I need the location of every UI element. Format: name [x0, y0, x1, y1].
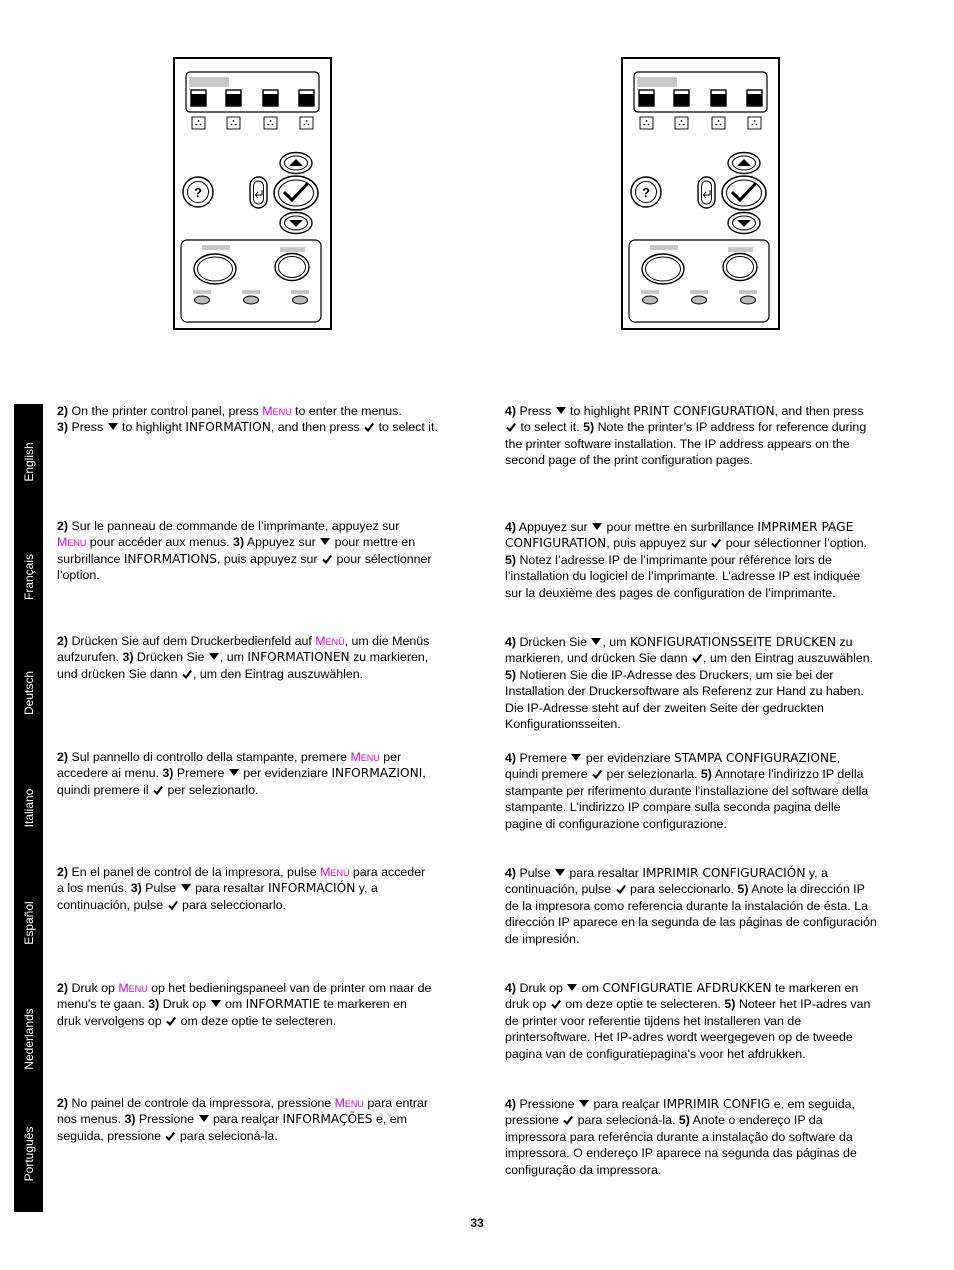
instruction-text: Sur le panneau de commande de l’imprimante, appuyez sur [68, 519, 400, 533]
display-highlight [189, 77, 229, 87]
instruction-text: , and then press [774, 404, 864, 418]
step-number: 5) [505, 667, 517, 682]
menu-key-label: Menu [350, 750, 380, 764]
toner-icon [748, 117, 761, 129]
instruction-text: om [578, 981, 603, 995]
instruction-text: Press [68, 420, 107, 435]
instruction-text: , and then press [270, 420, 364, 435]
checkmark-icon [506, 422, 516, 432]
instruction-text: Installation der Druckersoftware als Referenz zur Hand zu haben. [505, 684, 864, 699]
instruction-text: printersoftware. Het IP-adres wordt weergegeven op de tweede [505, 1030, 853, 1045]
checkmark-icon [153, 785, 163, 795]
instruction-text: und drücken Sie dann [57, 666, 181, 681]
language-tab-label: Português [21, 1126, 36, 1182]
instruction-steps-2-3 [57, 864, 457, 913]
step-number: 3) [122, 650, 134, 665]
down-arrow-icon [555, 869, 565, 876]
step-number: 3) [148, 997, 160, 1012]
toner-icon [675, 117, 688, 129]
instruction-text: Die IP-Adresse steht auf der zweiten Seite der gedruckten [505, 700, 824, 715]
step-number: 2) [57, 981, 69, 995]
instruction-steps-4-5 [505, 750, 900, 832]
led-label-placeholder [690, 290, 708, 294]
instruction-text: Druk op [516, 981, 567, 995]
step-number: 2) [57, 634, 69, 648]
step-number: 4) [505, 1097, 517, 1111]
down-arrow-icon [567, 984, 577, 991]
checkmark-icon [165, 1131, 175, 1141]
help-symbol: ? [194, 185, 202, 200]
help-symbol: ? [642, 185, 650, 200]
step-number: 5) [505, 552, 517, 567]
down-arrow-icon [209, 653, 219, 660]
instruction-text: om [221, 997, 246, 1012]
status-light [643, 296, 658, 304]
instruction-text: pour sélectionner [333, 551, 432, 566]
instruction-text: continuación, pulse [505, 882, 615, 897]
led-label-placeholder [739, 290, 757, 294]
instruction-text: configuração da impressora. [505, 1162, 662, 1177]
supply-gauge-fill [226, 94, 241, 106]
instruction-text: om deze optie te selecteren. [561, 997, 725, 1012]
instruction-text: to enter the menus. [291, 404, 402, 418]
instruction-text: dirección IP aparece en la segunda de las páginas de configuración [505, 915, 877, 930]
instruction-text: Notieren Sie die IP-Adresse des Druckers, um sie bei der [516, 667, 834, 682]
instruction-text: , um den Eintrag auszuwählen. [702, 651, 874, 666]
supply-gauge-fill [299, 94, 314, 106]
status-light [741, 296, 756, 304]
instruction-text: op het bedieningspaneel van de printer om naar de [147, 981, 432, 995]
instruction-text: y, a [805, 866, 828, 880]
step-number: 2) [57, 865, 69, 879]
instruction-text: de la impresora como referencia durante la instalación de ésta. La [505, 898, 868, 913]
instruction-steps-2-3 [57, 633, 457, 682]
instruction-text: the printer software installation. The IP address appears on the [505, 436, 850, 451]
language-tab [14, 865, 43, 981]
instruction-text: para resaltar [565, 866, 643, 880]
instruction-text: zu [835, 635, 853, 649]
instruction-text: te markeren en [771, 981, 859, 995]
instruction-text: pressione [505, 1113, 563, 1128]
instruction-text: Druk op [159, 997, 210, 1012]
instruction-text: Appuyez sur [516, 520, 592, 534]
language-sidebar [14, 404, 43, 1212]
down-arrow-icon [579, 1100, 589, 1107]
status-light [692, 296, 707, 304]
instruction-text: para selecioná-la. [574, 1113, 679, 1128]
instruction-steps-4-5 [505, 980, 900, 1062]
printer-control-panel [623, 59, 778, 328]
status-light [244, 296, 259, 304]
toner-icon [264, 117, 277, 129]
instruction-text: Annotare l'indirizzo IP della [711, 767, 864, 782]
menu-item-label: IMPRIMIR CONFIG [663, 1097, 771, 1111]
instruction-text: para acceder [349, 865, 426, 879]
instruction-text: quindi premere [505, 767, 592, 782]
language-tab [14, 519, 43, 635]
checkmark-icon [616, 884, 626, 894]
instruction-text: Pressione [516, 1097, 579, 1111]
toner-icon [712, 117, 725, 129]
instruction-text: druk op [505, 997, 550, 1012]
language-tab [14, 1096, 43, 1212]
step-number: 5) [700, 767, 712, 782]
instruction-text: pour accéder aux menus. [86, 535, 234, 550]
instruction-text: e, em [372, 1112, 407, 1127]
instruction-text: para realçar [209, 1112, 283, 1127]
down-arrow-icon [211, 1000, 221, 1007]
step-number: 2) [57, 519, 69, 533]
step-number: 5) [678, 1113, 690, 1128]
step-number: 5) [724, 997, 736, 1012]
supply-gauge-fill [674, 94, 689, 106]
language-tab-label: Français [21, 553, 36, 601]
instruction-text: stampante per riferimento durante l'installazione del software della [505, 783, 869, 798]
step-number: 4) [505, 751, 517, 765]
instruction-text: per evidenziare [582, 751, 675, 765]
instruction-text: No painel de controle da impressora, pressione [68, 1096, 335, 1110]
page-number: 33 [470, 1216, 484, 1230]
language-tab-label: Español [21, 901, 36, 945]
instruction-text: y, a [355, 881, 378, 896]
instruction-text: para resaltar [191, 881, 269, 896]
checkmark-icon [182, 669, 192, 679]
instruction-text: , puis appuyez sur [217, 551, 322, 566]
step-number: 2) [57, 1096, 69, 1110]
instruction-text: Sul pannello di controllo della stampante, premere [68, 750, 351, 764]
instruction-text: para seleccionarlo. [178, 897, 286, 912]
menu-item-label: INFORMAÇÕES [282, 1112, 373, 1127]
instruction-text: aufzurufen. [57, 650, 123, 665]
instruction-text: Premere [516, 751, 571, 765]
instruction-steps-2-3 [57, 403, 457, 436]
step-number: 3) [57, 420, 69, 435]
instruction-text: continuación, pulse [57, 897, 167, 912]
instruction-text: pour mettre en [331, 535, 416, 550]
menu-item-label: INFORMAZIONI [331, 766, 423, 781]
instruction-text: Noteer het IP-adres van [735, 997, 871, 1012]
instruction-text: Konfigurationsseiten. [505, 717, 621, 732]
checkmark-icon [592, 769, 602, 779]
step-number: 5) [583, 420, 595, 435]
step-number: 4) [505, 520, 517, 534]
menu-key-label: Menú [320, 865, 350, 879]
button-label-placeholder [728, 247, 753, 252]
instruction-text: , um die Menüs [344, 634, 430, 648]
menu-item-label: INFORMATIE [245, 997, 321, 1012]
instruction-text: om deze optie te selecteren. [177, 1013, 337, 1028]
instruction-text: stampante. L'indirizzo IP compare sulla seconda pagina delle [505, 800, 841, 815]
step-number: 4) [505, 866, 517, 880]
instruction-text: to highlight [566, 404, 634, 418]
language-tab [14, 635, 43, 751]
instruction-text: to highlight [118, 420, 186, 435]
instruction-text: pour sélectionner l’option. [722, 536, 867, 551]
printer-control-panel [175, 59, 330, 328]
menu-item-label: INFORMATION [185, 420, 271, 435]
instruction-text: , um [602, 635, 630, 649]
instruction-text: , [422, 766, 426, 781]
checkmark-icon [563, 1115, 573, 1125]
instruction-text: to select it. [517, 420, 584, 435]
menu-item-label: STAMPA CONFIGURAZIONE [674, 751, 837, 765]
instruction-text: impressora. O endereço IP aparece na segunda das páginas de [505, 1146, 857, 1161]
instruction-text: nos menus. [57, 1112, 125, 1127]
language-tab-label: Italiano [21, 788, 36, 828]
down-arrow-icon [591, 638, 601, 645]
language-tab-label: English [21, 442, 36, 482]
instruction-text: Premere [173, 766, 228, 781]
instruction-text: te markeren en [320, 997, 407, 1012]
supply-gauge-fill [747, 94, 762, 106]
supply-gauge-fill [263, 94, 278, 106]
language-tab [14, 404, 43, 520]
supply-gauge-fill [639, 94, 654, 106]
instruction-text: Druk op [68, 981, 119, 995]
instruction-text: l’installation du logiciel de l’imprimante. L’adresse IP est indiquée [505, 569, 861, 584]
instruction-steps-4-5 [505, 865, 900, 947]
instruction-text: , um den Eintrag auszuwählen. [193, 666, 364, 681]
instruction-text: Anote o endereço IP da [689, 1113, 823, 1128]
step-number: 3) [162, 766, 174, 781]
instruction-text: per selezionarlo. [164, 782, 259, 797]
menu-key-label: Menu [57, 535, 87, 550]
step-number: 3) [124, 1112, 136, 1127]
button-label-placeholder [202, 245, 230, 250]
instruction-text: , [836, 751, 841, 765]
display-highlight [637, 77, 677, 87]
menu-item-label: INFORMATIONEN [247, 650, 350, 665]
menu-item-label: INFORMATIONS [123, 551, 217, 566]
instruction-text: Pulse [141, 881, 180, 896]
menu-key-label: Menü [315, 634, 345, 648]
instruction-steps-4-5 [505, 634, 900, 732]
instruction-steps-2-3 [57, 518, 457, 584]
instruction-steps-2-3 [57, 1095, 457, 1144]
instruction-text: para realçar [590, 1097, 664, 1111]
instruction-text: para selecioná-la. [176, 1128, 278, 1143]
menu-item-label: IMPRIMER PAGE [757, 520, 854, 534]
language-tab [14, 981, 43, 1097]
toner-icon [300, 117, 313, 129]
instruction-steps-4-5 [505, 1096, 900, 1178]
instruction-text: On the printer control panel, press [68, 404, 263, 418]
instruction-text: En el panel de control de la impresora, pulse [68, 865, 321, 879]
checkmark-icon [322, 554, 332, 564]
instruction-text: Drücken Sie [133, 650, 208, 665]
instruction-text: markieren, und drücken Sie dann [505, 651, 691, 666]
instruction-text: seguida, pressione [57, 1128, 165, 1143]
instruction-text: Drücken Sie auf dem Druckerbedienfeld auf [68, 634, 316, 648]
toner-icon [640, 117, 653, 129]
led-label-placeholder [242, 290, 260, 294]
instruction-text: sur la deuxième des pages de configuration de l’imprimante. [505, 585, 836, 600]
status-light [195, 296, 210, 304]
step-number: 4) [505, 981, 517, 995]
instruction-text: de printer voor referentie tijdens het installeren van de [505, 1013, 802, 1028]
checkmark-icon [551, 999, 561, 1009]
instruction-text: l’option. [57, 568, 100, 583]
menu-item-label: CONFIGURATIE AFDRUKKEN [602, 981, 772, 995]
instruction-text: per evidenziare [239, 766, 332, 781]
instruction-text: accedere ai menu. [57, 766, 163, 781]
instruction-text: surbrillance [57, 551, 124, 566]
instruction-text: per selezionarla. [603, 767, 701, 782]
instruction-text: second page of the print configuration pages. [505, 453, 753, 468]
instruction-text: quindi premere il [57, 782, 153, 797]
status-light [293, 296, 308, 304]
instruction-text: pagine di configurazione configurazione. [505, 816, 727, 831]
step-number: 4) [505, 635, 517, 649]
instruction-text: menu's te gaan. [57, 997, 149, 1012]
instruction-text: to select it. [375, 420, 438, 435]
step-number: 5) [737, 882, 749, 897]
instruction-steps-2-3 [57, 749, 457, 798]
instruction-steps-4-5 [505, 403, 900, 469]
button-label-placeholder [280, 247, 305, 252]
down-arrow-icon [199, 1115, 209, 1122]
step-number: 4) [505, 404, 517, 418]
button-label-placeholder [650, 245, 678, 250]
menu-item-label: IMPRIMIR CONFIGURACIÓN [642, 866, 806, 880]
menu-item-label: INFORMACIÓN [268, 881, 356, 896]
checkmark-icon [711, 538, 721, 548]
instruction-steps-4-5 [505, 519, 900, 601]
down-arrow-icon [556, 407, 566, 414]
instruction-text: , um [219, 650, 248, 665]
instruction-text: Pulse [516, 866, 554, 880]
instruction-text: pour mettre en surbrillance [603, 520, 758, 534]
toner-icon [192, 117, 205, 129]
down-arrow-icon [571, 754, 581, 761]
led-label-placeholder [641, 290, 659, 294]
supply-gauge-fill [711, 94, 726, 106]
menu-item-label: CONFIGURATION [505, 536, 607, 551]
instruction-text: Note the printer’s IP address for reference during [594, 420, 867, 435]
down-arrow-icon [108, 423, 118, 430]
instruction-text: Anote la dirección IP [748, 882, 865, 897]
language-tab-label: Nederlands [21, 1008, 36, 1070]
instruction-text: Pressione [135, 1112, 198, 1127]
control-panel-illustration-right [621, 57, 780, 330]
step-number: 3) [233, 535, 245, 550]
language-tab-label: Deutsch [21, 670, 36, 716]
instruction-text: e, em seguida, [770, 1097, 856, 1111]
instruction-text: para seleccionarlo. [626, 882, 738, 897]
menu-item-label: KONFIGURATIONSSEITE DRUCKEN [629, 635, 836, 649]
instruction-text: , puis appuyez sur [606, 536, 711, 551]
instruction-text: pagina van de configuratiepagina's voor het afdrukken. [505, 1046, 806, 1061]
instruction-steps-2-3 [57, 980, 457, 1029]
checkmark-icon [692, 653, 702, 663]
menu-key-label: Menu [334, 1096, 364, 1110]
instruction-text: para entrar [363, 1096, 428, 1110]
checkmark-icon [168, 900, 178, 910]
checkmark-icon [364, 422, 374, 432]
instruction-text: druk vervolgens op [57, 1013, 166, 1028]
menu-key-label: Menu [262, 404, 292, 418]
instruction-text: zu markieren, [349, 650, 429, 665]
led-label-placeholder [193, 290, 211, 294]
supply-gauge-fill [191, 94, 206, 106]
instruction-text: impressora para referência durante a instalação do software da [505, 1129, 853, 1144]
instruction-text: de impresión. [505, 931, 580, 946]
instruction-text: Press [516, 404, 555, 418]
step-number: 2) [57, 404, 69, 418]
led-label-placeholder [291, 290, 309, 294]
menu-item-label: PRINT CONFIGURATION [633, 404, 775, 418]
instruction-text: a los menús. [57, 881, 131, 896]
step-number: 3) [130, 881, 142, 896]
control-panel-illustration-left [173, 57, 332, 330]
menu-key-label: Menu [118, 981, 148, 995]
down-arrow-icon [181, 884, 191, 891]
toner-icon [227, 117, 240, 129]
checkmark-icon [166, 1016, 176, 1026]
instruction-text: Appuyez sur [244, 535, 320, 550]
down-arrow-icon [320, 538, 330, 545]
instruction-text: Drücken Sie [516, 635, 591, 649]
step-number: 2) [57, 750, 69, 764]
instruction-text: Notez l’adresse IP de l’imprimante pour référence lors de [516, 552, 832, 567]
down-arrow-icon [229, 769, 239, 776]
down-arrow-icon [592, 523, 602, 530]
language-tab [14, 750, 43, 866]
instruction-text: per [379, 750, 402, 764]
